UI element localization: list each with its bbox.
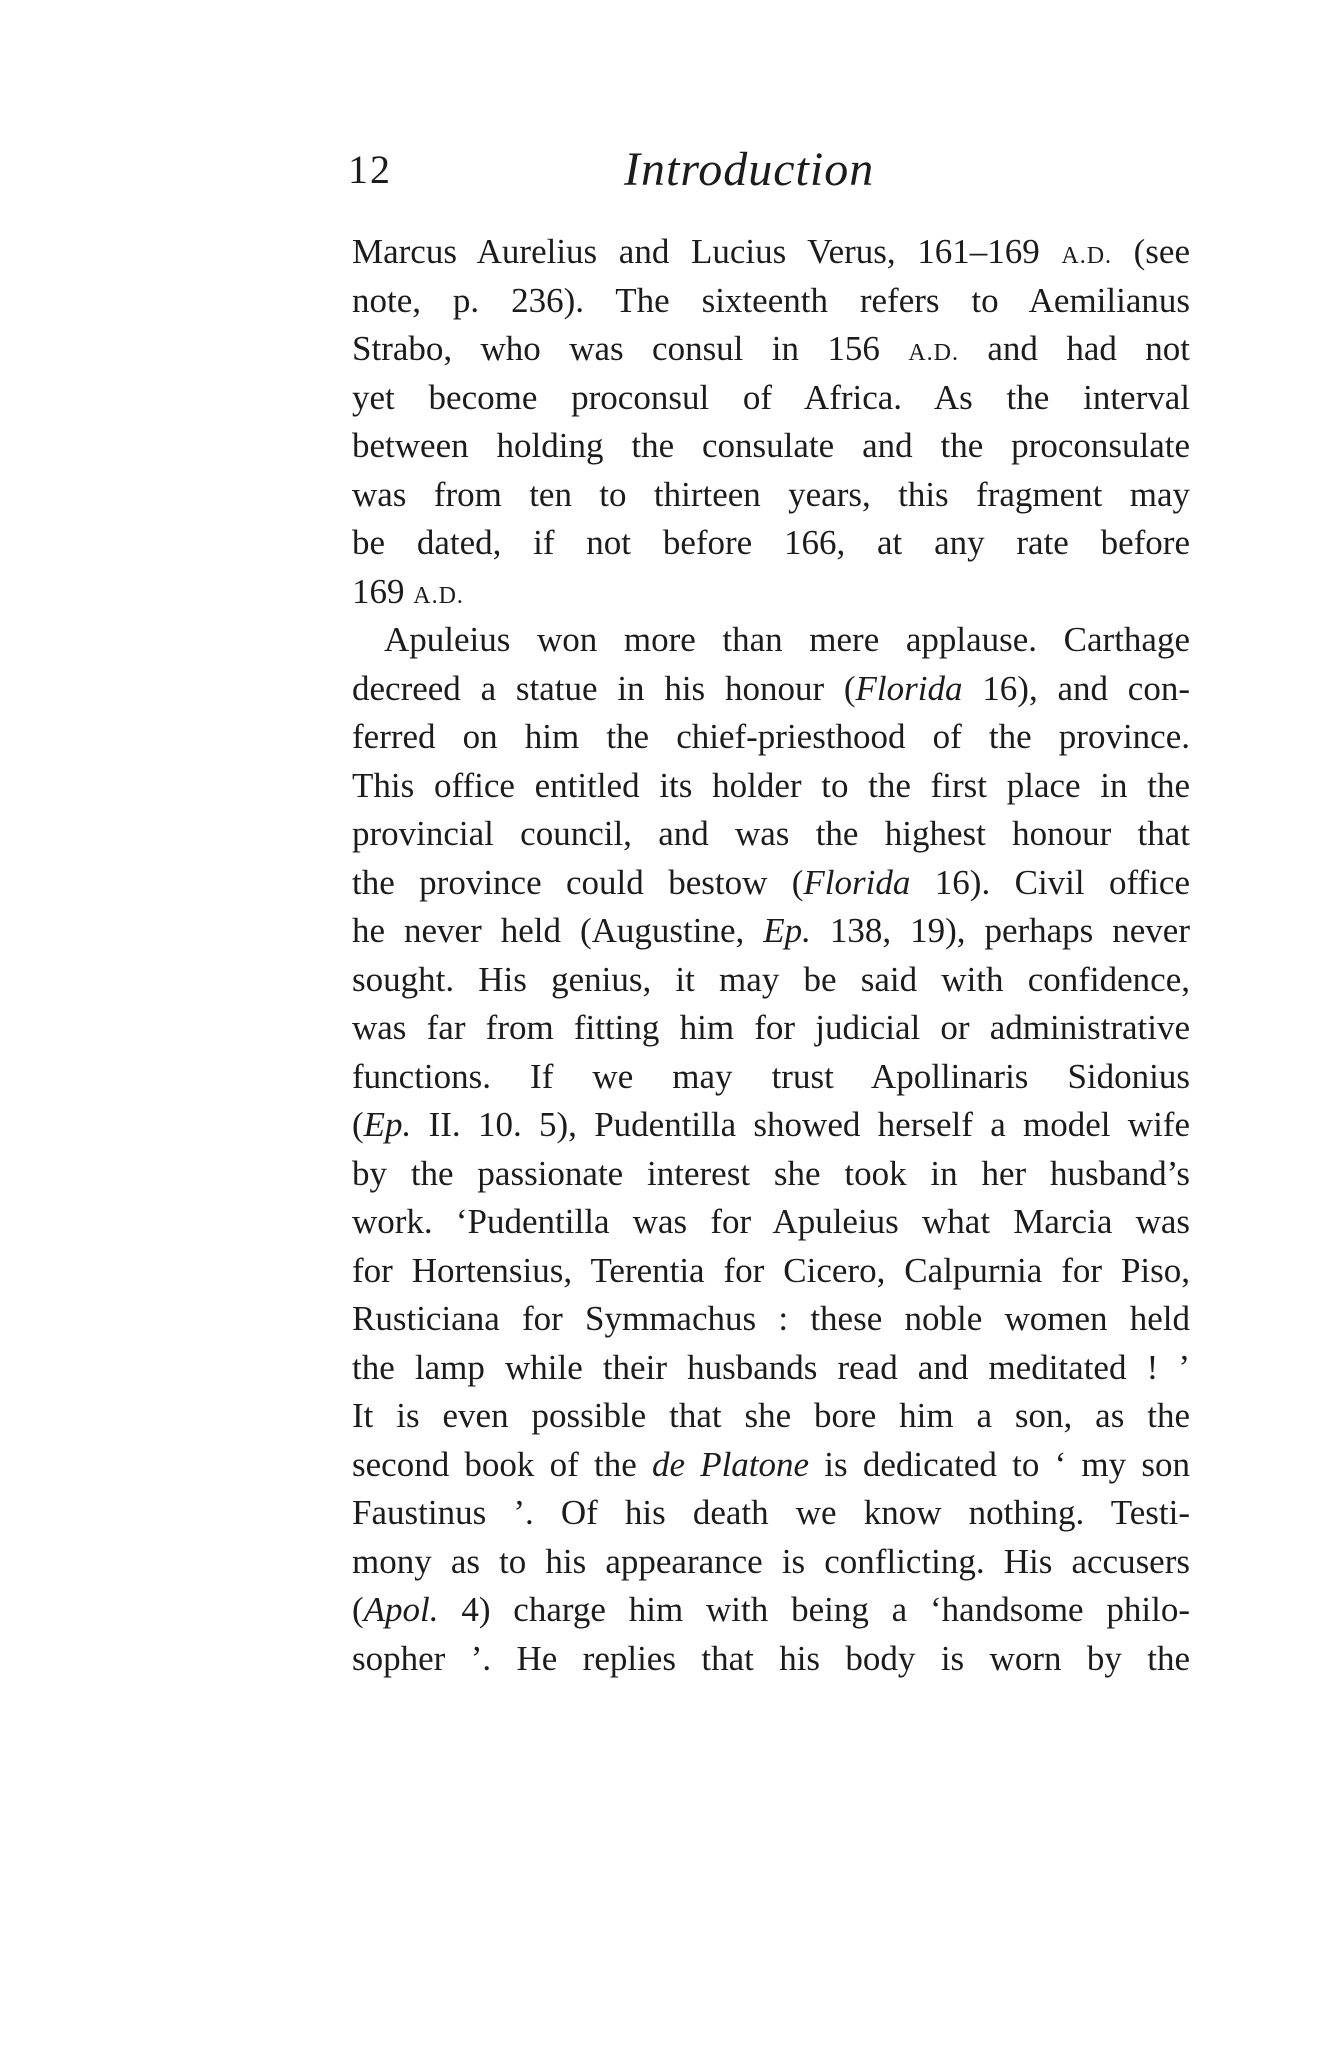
text-segment: for Hortensius, Terentia for Cicero, Calpurnia for Piso, <box>352 1250 1190 1290</box>
text-segment: yet become proconsul of Africa. As the interval <box>352 377 1190 417</box>
italic-text: Ep. <box>363 1105 412 1144</box>
text-line <box>352 1150 1190 1199</box>
text-line <box>352 325 1190 374</box>
text-line <box>352 471 1190 520</box>
text-segment: second book of the <box>352 1444 652 1484</box>
text-segment: functions. If we may trust Apollinaris Sidonius <box>352 1056 1190 1096</box>
text-line <box>352 422 1190 471</box>
text-line <box>352 519 1190 568</box>
text-segment: mony as to his appearance is conflicting. His accusers <box>352 1541 1190 1581</box>
small-caps-text: A.D. <box>908 340 959 366</box>
text-segment: Faustinus ’. Of his death we know nothing. Testi- <box>352 1493 1190 1532</box>
text-line <box>352 1586 1190 1635</box>
italic-text: Florida <box>803 862 911 902</box>
text-segment: decreed a statue in his honour ( <box>352 668 856 708</box>
text-segment: 4) charge him with being a ‘handsome philo- <box>438 1590 1190 1629</box>
text-segment: note, p. 236). The sixteenth refers to Aemilianus <box>352 280 1190 320</box>
text-segment: (see <box>1112 232 1190 271</box>
text-segment: work. ‘Pudentilla was for Apuleius what Marcia was <box>352 1202 1190 1241</box>
text-line <box>352 1295 1190 1344</box>
text-segment: It is even possible that she bore him a son, as the <box>352 1396 1190 1435</box>
page-number: 12 <box>348 147 392 192</box>
text-line <box>352 1101 1190 1150</box>
running-head: Introduction <box>624 143 875 196</box>
text-line <box>352 907 1190 956</box>
text-line <box>352 1344 1190 1393</box>
text-segment: This office entitled its holder to the first place in the <box>352 765 1190 805</box>
text-line <box>352 762 1190 811</box>
text-line <box>352 1489 1190 1538</box>
text-segment: by the passionate interest she took in her husband’s <box>352 1153 1190 1193</box>
text-segment: and had not <box>959 329 1190 368</box>
text-segment: 138, 19), perhaps never <box>810 911 1190 950</box>
text-segment: ( <box>352 1590 364 1629</box>
small-caps-text: A.D. <box>1061 243 1113 269</box>
text-segment: sought. His genius, it may be said with confidence, <box>352 959 1190 999</box>
text-segment: provincial council, and was the highest honour that <box>352 814 1190 853</box>
small-caps-text: A.D. <box>413 582 464 609</box>
text-segment: he never held (Augustine, <box>352 911 764 950</box>
text-segment: between holding the consulate and the proconsulate <box>352 426 1190 465</box>
text-segment: 16), and con- <box>962 668 1190 708</box>
text-line <box>352 277 1190 326</box>
text-line <box>352 1635 1190 1684</box>
text-segment: was from ten to thirteen years, this fragment may <box>352 474 1190 514</box>
text-line <box>352 1392 1190 1441</box>
text-line <box>352 1004 1190 1053</box>
italic-text: Florida <box>855 668 963 708</box>
text-line <box>352 859 1190 908</box>
text-segment: the lamp while their husbands read and meditated ! ’ <box>352 1347 1190 1387</box>
text-line <box>352 616 1190 665</box>
text-segment: the province could bestow ( <box>352 862 804 902</box>
text-segment: ( <box>352 1105 364 1144</box>
text-segment: II. 10. 5), Pudentilla showed herself a model wife <box>411 1105 1190 1144</box>
text-line <box>352 374 1190 423</box>
text-line <box>352 956 1190 1005</box>
text-segment: sopher ’. He replies that his body is worn by the <box>352 1638 1190 1678</box>
text-line <box>352 810 1190 859</box>
text-line <box>352 1198 1190 1247</box>
text-segment: Apuleius won more than mere applause. Carthage <box>384 620 1190 659</box>
body-text <box>352 228 1190 1683</box>
text-line <box>352 1053 1190 1102</box>
text-segment: is dedicated to ‘ my son <box>809 1444 1190 1484</box>
text-line <box>352 1538 1190 1587</box>
text-line <box>352 568 1190 617</box>
text-segment: 169 <box>352 571 414 611</box>
text-segment: Rusticiana for Symmachus : these noble women held <box>352 1299 1190 1338</box>
italic-text: Apol. <box>363 1590 439 1629</box>
text-segment: Strabo, who was consul in 156 <box>352 329 909 368</box>
text-segment: was far from fitting him for judicial or administrative <box>352 1008 1190 1047</box>
italic-text: de Platone <box>651 1444 810 1484</box>
text-line <box>352 228 1190 277</box>
text-line <box>352 713 1190 762</box>
text-segment: be dated, if not before 166, at any rate before <box>352 523 1190 562</box>
text-segment: 16). Civil office <box>910 862 1190 902</box>
text-segment: Marcus Aurelius and Lucius Verus, 161–169 <box>352 232 1062 271</box>
text-segment: ferred on him the chief-priesthood of the province. <box>352 717 1190 756</box>
text-line <box>352 1441 1190 1490</box>
text-line <box>352 1247 1190 1296</box>
text-line <box>352 665 1190 714</box>
italic-text: Ep. <box>763 911 811 950</box>
